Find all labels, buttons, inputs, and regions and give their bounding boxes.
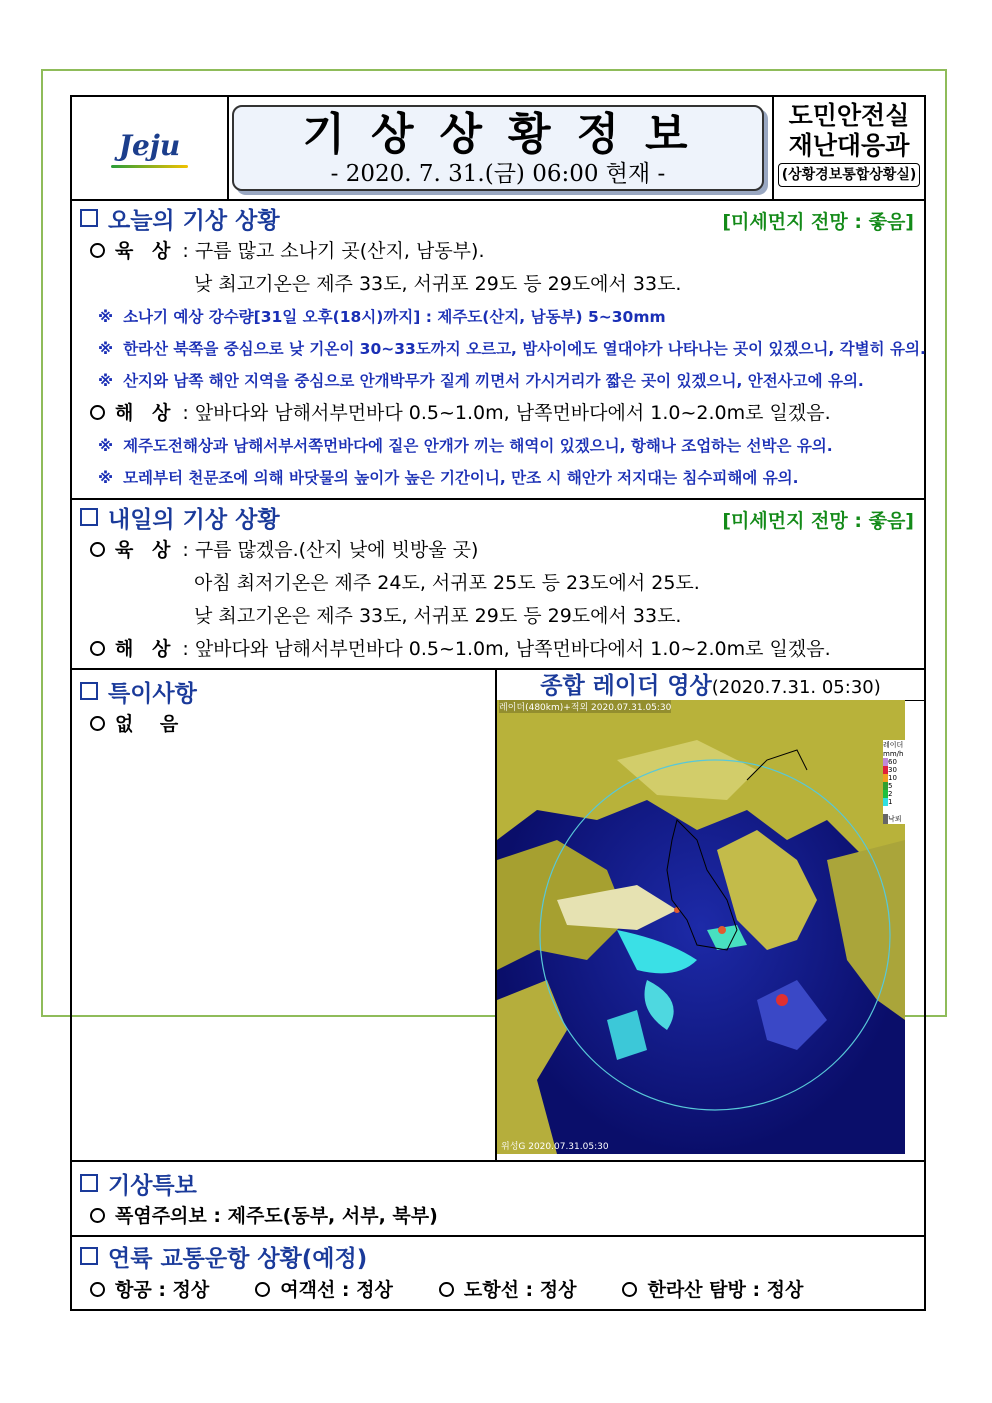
today-sea-note-1: ※ 제주도전해상과 남해서부서쪽먼바다에 짙은 안개가 끼는 해역이 있겠으니, 항해나 조업하는 선박은 유의.	[98, 437, 833, 455]
radar-caption-top: 레이더(480km)+적외 2020.07.31.05:30	[499, 700, 671, 713]
warning-section	[72, 1166, 924, 1237]
traffic-item-island-ferry	[439, 1273, 577, 1307]
sea-label: 해 상	[115, 638, 177, 660]
circle-bullet-icon	[90, 716, 105, 731]
special-title: 특이사항	[108, 680, 197, 707]
special-notes	[72, 670, 497, 1160]
tomorrow-sea-line	[72, 633, 924, 666]
circle-bullet-icon	[90, 243, 105, 258]
traffic-item-hallasan	[622, 1273, 803, 1307]
title-box	[232, 105, 764, 191]
circle-bullet-icon	[90, 405, 105, 420]
scale-label: 낙뢰	[883, 814, 905, 824]
today-sea-note-2: ※ 모레부터 천문조에 의해 바닷물의 높이가 높은 기간이니, 만조 시 해안가 저지대는 침수피해에 유의.	[98, 469, 799, 487]
tomorrow-land-line2: 아침 최저기온은 제주 24도, 서귀포 25도 등 23도에서 25도.	[194, 572, 700, 594]
traffic-item-ferry	[255, 1273, 393, 1307]
traffic-item-air	[90, 1273, 209, 1307]
radar-caption-bottom: 위성G 2020.07.31.05:30	[501, 1142, 609, 1152]
report-date: - 2020. 7. 31.(금) 06:00 현재 -	[330, 161, 666, 187]
traffic-heading	[72, 1239, 924, 1273]
tomorrow-section	[72, 500, 924, 670]
report-header	[72, 97, 924, 201]
radar-panel	[497, 670, 924, 1160]
traffic-status-list	[72, 1273, 924, 1307]
checkbox-square-icon	[80, 508, 98, 526]
today-note-1: ※ 소나기 예상 강수량[31일 오후(18시)까지] : 제주도(산지, 남동부) 5~30mm	[98, 308, 666, 326]
today-sea-line	[72, 397, 924, 430]
org-department: 재난대응과	[788, 131, 910, 160]
today-note-2: ※ 한라산 북쪽을 중심으로 낮 기온이 30~33도까지 오르고, 밤사이에도 열대야가 나타나는 곳이 있겠으니, 각별히 유의.	[98, 340, 926, 358]
circle-bullet-icon	[622, 1282, 637, 1297]
circle-bullet-icon	[90, 542, 105, 557]
traffic-title: 연륙 교통운항 상황(예정)	[108, 1245, 368, 1272]
radar-title-bar	[497, 670, 924, 701]
tomorrow-dust-forecast: [미세먼지 전망 : 좋음]	[722, 510, 914, 532]
radar-time: (2020.7.31. 05:30)	[711, 677, 881, 698]
traffic-item-text: 여객선 : 정상	[280, 1279, 393, 1301]
traffic-item-text: 한라산 탐방 : 정상	[647, 1279, 804, 1301]
today-land-line2: 낮 최고기온은 제주 33도, 서귀포 29도 등 29도에서 33도.	[194, 273, 682, 295]
traffic-item-text: 항공 : 정상	[115, 1279, 210, 1301]
circle-bullet-icon	[90, 1282, 105, 1297]
scale-label: 1	[883, 798, 905, 806]
tomorrow-title: 내일의 기상 상황	[108, 506, 280, 533]
weather-report	[70, 95, 926, 1311]
radar-map-graphic	[497, 700, 905, 1154]
note-text: 제주도전해상과 남해서부서쪽먼바다에 짙은 안개가 끼는 해역이 있겠으니, 항해나 조업하는 선박은 유의.	[123, 437, 833, 455]
note-text: 소나기 예상 강수량[31일 오후(18시)까지] : 제주도(산지, 남동부) 5~30mm	[123, 308, 666, 326]
checkbox-square-icon	[80, 682, 98, 700]
today-dust-forecast: [미세먼지 전망 : 좋음]	[722, 211, 914, 233]
circle-bullet-icon	[90, 1208, 105, 1223]
warning-title: 기상특보	[108, 1172, 197, 1199]
org-name: 도민안전실	[788, 101, 910, 130]
traffic-item-text: 도항선 : 정상	[463, 1279, 577, 1301]
org-office: (상황경보통합상황실)	[778, 163, 920, 187]
special-section	[72, 670, 924, 1162]
scale-label: 레이더	[883, 741, 904, 749]
org-block	[772, 97, 924, 199]
scale-label: 10	[883, 774, 905, 782]
land-label: 육 상	[115, 539, 177, 561]
radar-image	[497, 700, 905, 1154]
tomorrow-land-line1	[72, 534, 924, 567]
jeju-logo	[72, 97, 229, 199]
sea-label: 해 상	[115, 402, 177, 424]
special-item	[72, 708, 495, 741]
today-section	[72, 201, 924, 500]
circle-bullet-icon	[439, 1282, 454, 1297]
scale-label: 60	[883, 758, 905, 766]
radar-scale-legend	[883, 740, 905, 824]
today-land-text1: : 구름 많고 소나기 곳(산지, 남동부).	[182, 240, 485, 262]
checkbox-square-icon	[80, 1174, 98, 1192]
tomorrow-land-text1: : 구름 많겠음.(산지 낮에 빗방울 곳)	[182, 539, 479, 561]
warning-item-text: 폭염주의보 : 제주도(동부, 서부, 북부)	[115, 1205, 438, 1227]
tomorrow-sea-text: : 앞바다와 남해서부먼바다 0.5~1.0m, 남쪽먼바다에서 1.0~2.0m로 일겠음.	[182, 638, 831, 660]
today-note-3: ※ 산지와 남쪽 해안 지역을 중심으로 안개박무가 짙게 끼면서 가시거리가 짧은 곳이 있겠으니, 안전사고에 유의.	[98, 372, 864, 390]
scale-label: 30	[883, 766, 905, 774]
land-label: 육 상	[115, 240, 177, 262]
checkbox-square-icon	[80, 1247, 98, 1265]
note-text: 모레부터 천문조에 의해 바닷물의 높이가 높은 기간이니, 만조 시 해안가 저지대는 침수피해에 유의.	[123, 469, 799, 487]
tomorrow-land-line3: 낮 최고기온은 제주 33도, 서귀포 29도 등 29도에서 33도.	[194, 605, 682, 627]
radar-title: 종합 레이더 영상	[540, 673, 712, 699]
today-sea-text: : 앞바다와 남해서부먼바다 0.5~1.0m, 남쪽먼바다에서 1.0~2.0m로 일겠음.	[182, 402, 831, 424]
note-text: 한라산 북쪽을 중심으로 낮 기온이 30~33도까지 오르고, 밤사이에도 열대야가 나타나는 곳이 있겠으니, 각별히 유의.	[123, 340, 926, 358]
logo-text: Jeju	[119, 129, 181, 168]
scale-label: 2	[883, 790, 905, 798]
special-heading	[72, 674, 495, 708]
scale-label: 5	[883, 782, 905, 790]
checkbox-square-icon	[80, 209, 98, 227]
circle-bullet-icon	[90, 641, 105, 656]
traffic-section	[72, 1239, 924, 1309]
today-land-line1	[72, 235, 924, 268]
warning-heading	[72, 1166, 924, 1200]
page-title: 기상상황정보	[302, 109, 714, 160]
warning-item	[72, 1200, 924, 1233]
scale-label: mm/h	[883, 750, 904, 758]
special-item-text: 없 음	[115, 713, 179, 735]
note-text: 산지와 남쪽 해안 지역을 중심으로 안개박무가 짙게 끼면서 가시거리가 짧은 곳이 있겠으니, 안전사고에 유의.	[123, 372, 864, 390]
today-title: 오늘의 기상 상황	[108, 207, 280, 234]
circle-bullet-icon	[255, 1282, 270, 1297]
